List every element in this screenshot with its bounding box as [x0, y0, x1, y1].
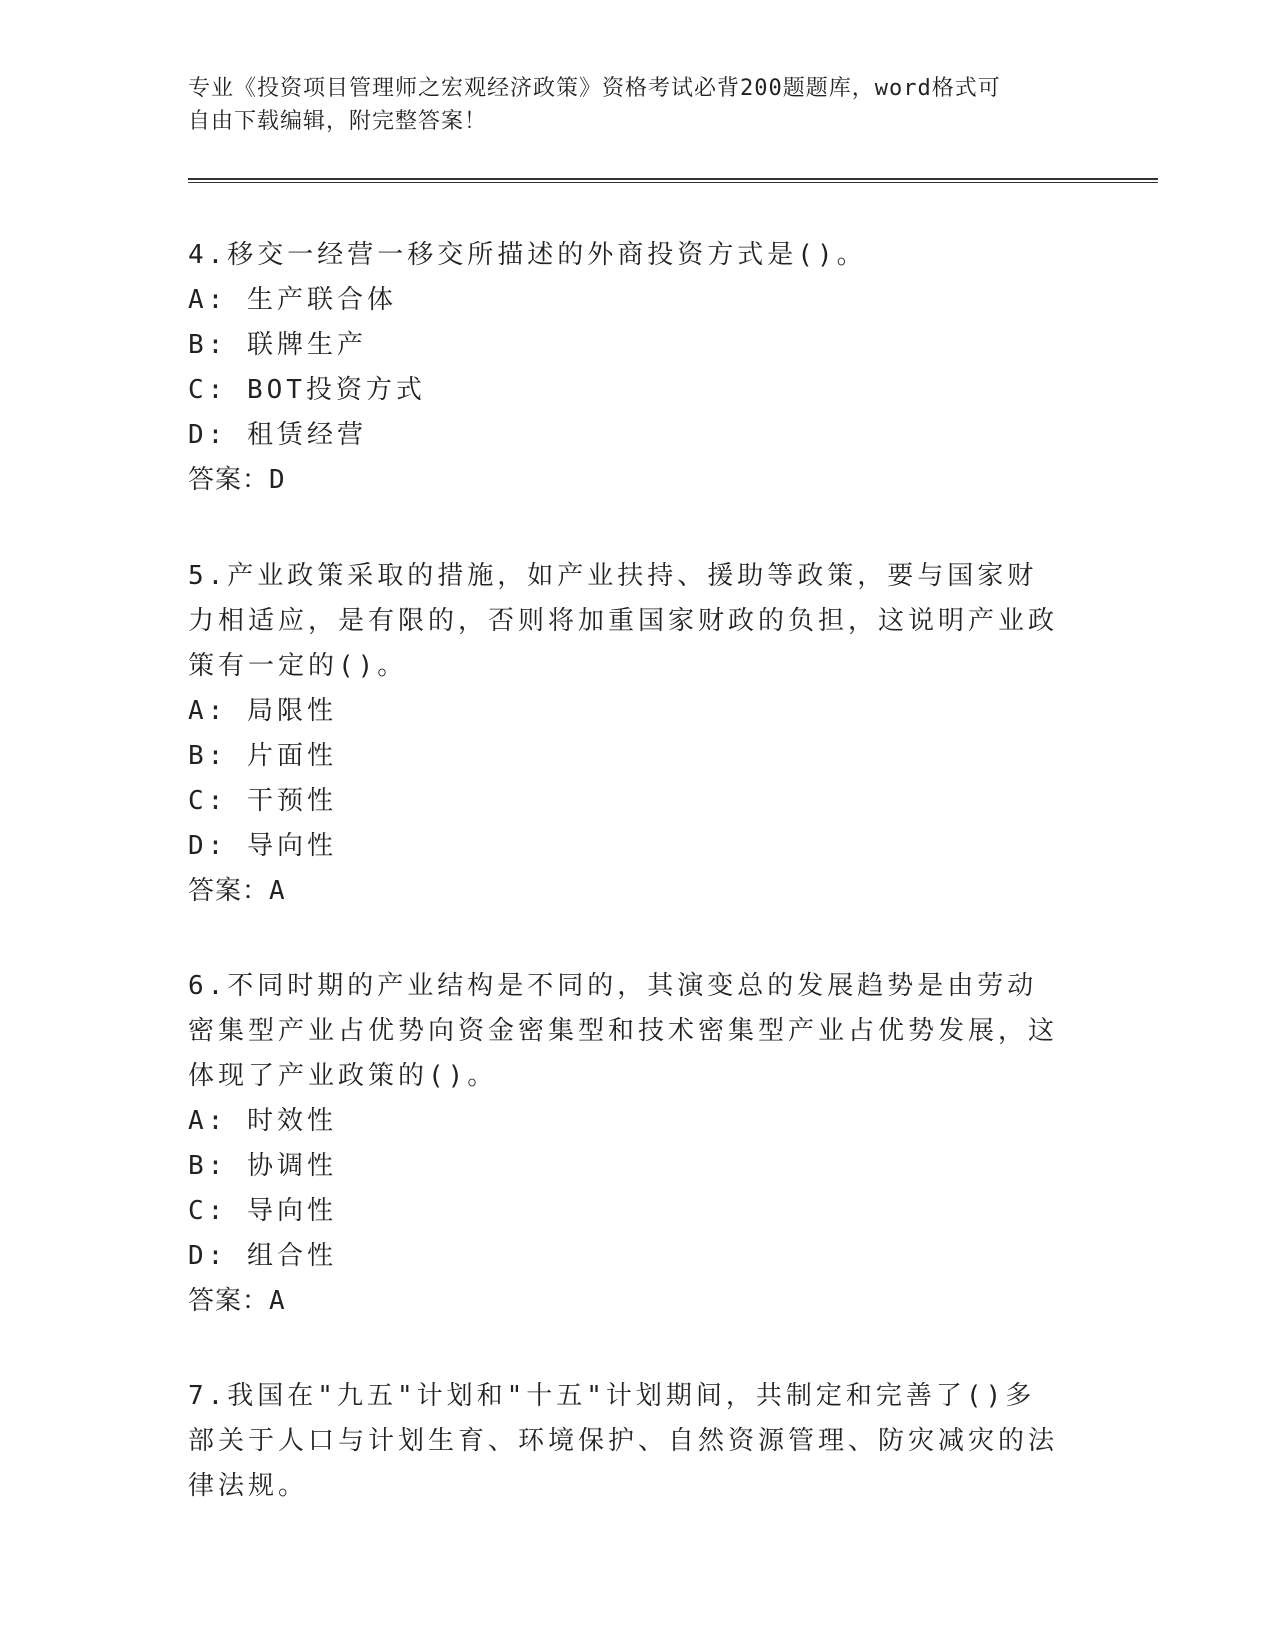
option-b: B: 片面性	[188, 741, 337, 771]
header-divider	[188, 178, 1158, 183]
question-7	[188, 1374, 1058, 1509]
option-d: D: 租赁经营	[188, 420, 367, 450]
question-5	[188, 554, 1058, 914]
question-stem: 4.移交一经营一移交所描述的外商投资方式是()。	[188, 240, 867, 270]
option-a: A: 时效性	[188, 1106, 337, 1136]
option-c: C: 导向性	[188, 1196, 337, 1226]
document-header	[188, 72, 1068, 138]
header-line-1: 专业《投资项目管理师之宏观经济政策》资格考试必背200题题库，word格式可	[188, 76, 1001, 101]
question-4	[188, 233, 1058, 503]
answer: 答案：A	[188, 876, 286, 906]
option-d: D: 组合性	[188, 1241, 337, 1271]
answer: 答案：A	[188, 1286, 286, 1316]
answer: 答案：D	[188, 465, 286, 495]
option-b: B: 联牌生产	[188, 330, 367, 360]
option-d: D: 导向性	[188, 831, 337, 861]
option-b: B: 协调性	[188, 1151, 337, 1181]
header-line-2: 自由下载编辑，附完整答案！	[188, 109, 488, 134]
question-stem: 5.产业政策采取的措施，如产业扶持、援助等政策，要与国家财力相适应，是有限的，否则将加重国家财政的负担，这说明产业政策有一定的()。	[188, 561, 1059, 681]
option-c: C: BOT投资方式	[188, 375, 426, 405]
question-stem: 7.我国在"九五"计划和"十五"计划期间，共制定和完善了()多部关于人口与计划生育、环境保护、自然资源管理、防灾减灾的法律法规。	[188, 1381, 1059, 1501]
question-6	[188, 964, 1058, 1324]
question-stem: 6.不同时期的产业结构是不同的，其演变总的发展趋势是由劳动密集型产业占优势向资金密集型和技术密集型产业占优势发展，这体现了产业政策的()。	[188, 971, 1059, 1091]
option-c: C: 干预性	[188, 786, 337, 816]
option-a: A: 生产联合体	[188, 285, 397, 315]
option-a: A: 局限性	[188, 696, 337, 726]
